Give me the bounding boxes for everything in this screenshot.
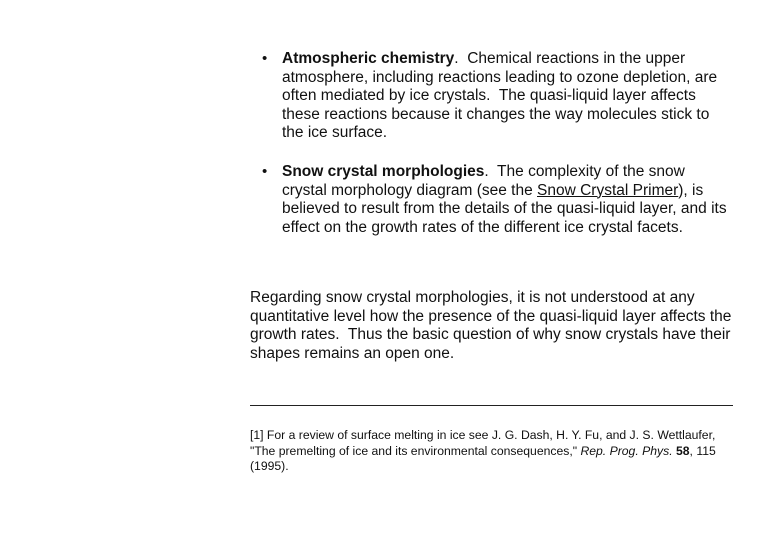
- bullet-dot-icon: •: [262, 162, 268, 180]
- bullet-lead-punct: .: [484, 162, 489, 180]
- bullet-text-after-link: ), is believed to result from the details of the quasi-liquid layer, and its effect on the growth rates of the different ice crystal facets.: [282, 181, 727, 236]
- bullet-text: Chemical reactions in the upper atmosphere, including reactions leading to ozone depletion, are often mediated by ice crystals. The quasi-liquid layer affects these reactions because it changes the way molecules stick to the ice surface.: [282, 50, 722, 142]
- bullet-snow-crystal-morphologies: [262, 163, 732, 237]
- snow-crystal-primer-link[interactable]: Snow Crystal Primer: [537, 181, 679, 199]
- footnote-journal: Rep. Prog. Phys.: [580, 443, 673, 458]
- bullet-atmospheric-chemistry: [262, 50, 732, 143]
- bullet-text: The complexity of the snow crystal morphology diagram (see the: [282, 162, 690, 199]
- bullet-lead: Atmospheric chemistry: [282, 50, 455, 67]
- footnote-pages: , 115 (1995).: [250, 443, 716, 473]
- body-paragraph: Regarding snow crystal morphologies, it is not understood at any quantitative level how the presence of the quasi-liquid layer affects the growth rates. Thus the basic question of why snow crystals have their shapes remains an open one.: [250, 289, 736, 362]
- footnote-volume: 58: [672, 443, 690, 458]
- footnote-divider: [250, 405, 733, 406]
- bullet-list: [262, 50, 732, 237]
- bullet-lead-punct: .: [454, 50, 459, 67]
- footnote-text: [1] For a review of surface melting in ice see J. G. Dash, H. Y. Fu, and J. S. Wettlaufer, "The premelting of ice and its environmental consequences,": [250, 428, 716, 458]
- footnote: [250, 428, 736, 475]
- bullet-lead: Snow crystal morphologies: [282, 162, 485, 180]
- bullet-dot-icon: •: [262, 50, 268, 67]
